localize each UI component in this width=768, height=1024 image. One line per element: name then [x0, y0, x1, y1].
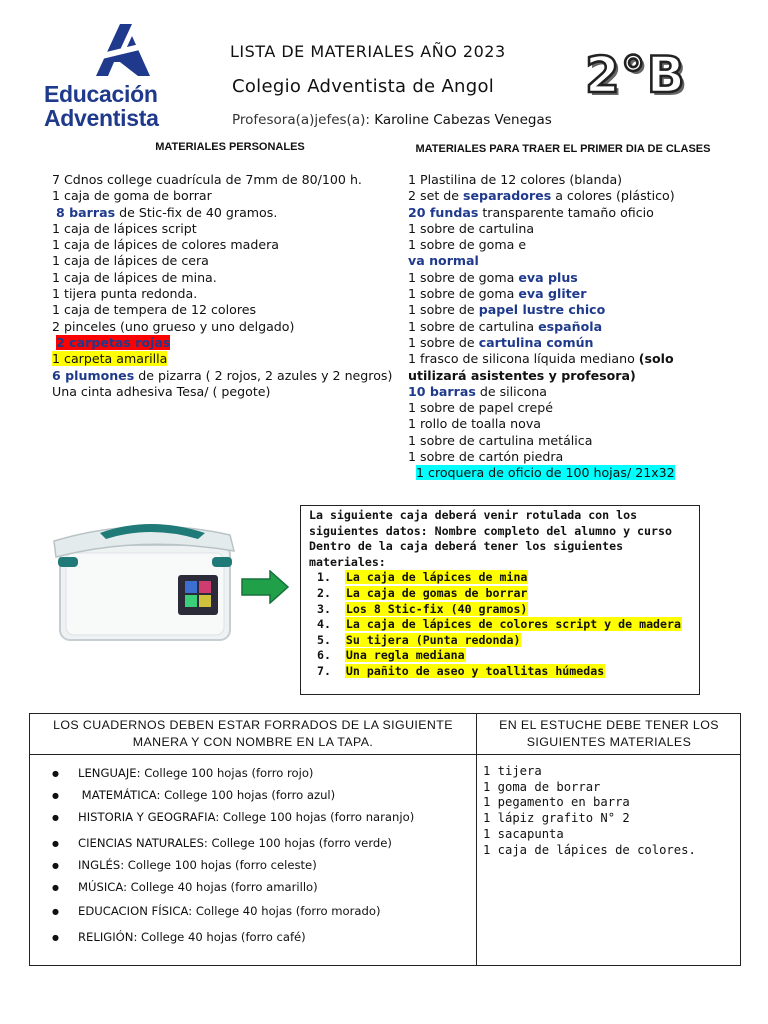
list-item: 1 caja de lápices de mina.: [52, 269, 217, 285]
list-item: 1 sobre de papel lustre chico: [408, 302, 606, 318]
list-item: 1 caja de lápices script: [52, 220, 197, 236]
list-item: 1 rollo de toalla nova: [408, 416, 542, 432]
bullet-icon: ●: [52, 813, 59, 822]
pencil-case-list: [483, 764, 696, 858]
list-item: 1 caja de goma de borrar: [52, 188, 212, 204]
list-item: 20 fundas transparente tamaño oficio: [408, 204, 654, 220]
list-item: 1 sobre de cartulina común: [408, 334, 594, 350]
bullet-icon: ●: [52, 791, 59, 800]
list-item: 1 sobre de cartón piedra: [408, 449, 564, 465]
personal-materials-list: [52, 172, 402, 400]
list-item: 4. La caja de lápices de colores script y de madera: [317, 617, 681, 632]
box-instructions: [300, 505, 700, 695]
first-day-materials-list: [408, 172, 728, 482]
list-item: 1 sobre de goma eva plus: [408, 269, 578, 285]
list-item: 5. Su tijera (Punta redonda): [317, 632, 521, 647]
bullet-icon: ●: [52, 839, 59, 848]
list-item: va normal: [408, 253, 479, 269]
list-item: 1 caja de lápices de colores madera: [52, 237, 279, 253]
list-item: 10 barras de silicona: [408, 383, 547, 399]
logo-line-1: Educación: [44, 81, 158, 107]
logo: [40, 24, 200, 134]
list-item: 1 tijera: [483, 764, 542, 778]
teacher-line: [232, 112, 552, 128]
box-instructions-intro-2: Dentro de la caja deberá tener los siguientes materiales:: [309, 539, 624, 569]
bullet-icon: ●: [52, 861, 59, 870]
list-item: 1 pegamento en barra: [483, 795, 630, 810]
list-item: ● HISTORIA Y GEOGRAFIA: College 100 hojas (forro naranjo): [52, 810, 415, 824]
list-item: 1 lápiz grafito N° 2: [483, 811, 630, 826]
logo-mark-icon: [90, 24, 154, 76]
notebooks-heading: LOS CUADERNOS DEBEN ESTAR FORRADOS DE LA SIGUIENTE MANERA Y CON NOMBRE EN LA TAPA.: [53, 718, 453, 749]
list-item: 7. Un pañito de aseo y toallitas húmedas: [317, 663, 605, 678]
bullet-icon: ●: [52, 883, 59, 892]
table-divider: [476, 713, 477, 966]
bullet-icon: ●: [52, 933, 59, 942]
list-item: 1 goma de borrar: [483, 779, 601, 794]
list-item: 2 pinceles (uno grueso y uno delgado): [52, 318, 295, 334]
teacher-label: Profesora(a)jefes(a):: [232, 112, 375, 128]
list-item: Una cinta adhesiva Tesa/ ( pegote): [52, 383, 271, 399]
list-item: 1 tijera punta redonda.: [52, 286, 198, 302]
list-item: 1 caja de lápices de colores.: [483, 842, 696, 857]
list-item: 8 barras de Stic-fix de 40 gramos.: [56, 204, 278, 220]
list-item: 1 carpeta amarilla: [52, 351, 168, 367]
list-item: ● CIENCIAS NATURALES: College 100 hojas (forro verde): [52, 836, 392, 850]
table-divider: [29, 754, 741, 755]
pencil-case-heading: EN EL ESTUCHE DEBE TENER LOS SIGUIENTES MATERIALES: [499, 718, 719, 749]
first-day-materials-heading: MATERIALES PARA TRAER EL PRIMER DIA DE CLASES: [415, 143, 711, 155]
list-item: 6. Una regla mediana: [317, 648, 465, 663]
bullet-icon: ●: [52, 907, 59, 916]
page-title: LISTA DE MATERIALES AÑO 2023: [230, 42, 506, 61]
list-item: ● INGLÉS: College 100 hojas (forro celeste): [52, 858, 317, 872]
list-item: 1 caja de tempera de 12 colores: [52, 302, 257, 318]
green-right-arrow-icon: [240, 570, 290, 604]
bullet-icon: ●: [52, 769, 59, 778]
storage-box-image: [40, 505, 240, 655]
list-item: 1 sobre de cartulina: [408, 220, 535, 236]
list-item: ● MATEMÁTICA: College 100 hojas (forro azul): [52, 788, 336, 802]
list-item: 2 carpetas rojas: [56, 334, 171, 350]
list-item: 1 sobre de goma eva gliter: [408, 286, 587, 302]
list-item: 1 sobre de cartulina española: [408, 318, 603, 334]
list-item: 1 frasco de silicona líquida mediano (solo utilizará asistentes y profesora): [408, 351, 674, 383]
list-item: 2. La caja de gomas de borrar: [317, 585, 528, 600]
list-item: 1 sobre de goma e: [408, 237, 527, 253]
box-instructions-intro: La siguiente caja deberá venir rotulada con los siguientes datos: Nombre completo del alumno y curso: [309, 508, 672, 538]
list-item: 1 sacapunta: [483, 826, 564, 841]
logo-line-2: Adventista: [44, 105, 159, 131]
list-item: ● EDUCACION FÍSICA: College 40 hojas (forro morado): [52, 904, 381, 918]
list-item: 1 sobre de papel crepé: [408, 400, 553, 416]
school-name: Colegio Adventista de Angol: [232, 76, 495, 97]
grade-badge: 2°B: [585, 46, 686, 104]
personal-materials-heading: MATERIALES PERSONALES: [155, 141, 305, 153]
list-item: 2 set de separadores a colores (plástico): [408, 188, 675, 204]
list-item: 1 caja de lápices de cera: [52, 253, 209, 269]
list-item: 1 sobre de cartulina metálica: [408, 432, 593, 448]
list-item: 1 Plastilina de 12 colores (blanda): [408, 172, 623, 187]
list-item: 1 croquera de oficio de 100 hojas/ 21x32: [416, 465, 675, 481]
list-item: ● MÚSICA: College 40 hojas (forro amarillo): [52, 880, 318, 894]
list-item: ● RELIGIÓN: College 40 hojas (forro café): [52, 930, 306, 944]
list-item: ● LENGUAJE: College 100 hojas (forro rojo): [52, 766, 314, 780]
teacher-name: Karoline Cabezas Venegas: [374, 112, 552, 128]
box-contents-list: [309, 570, 691, 679]
list-item: 3. Los 8 Stic-fix (40 gramos): [317, 601, 528, 616]
list-item: 6 plumones de pizarra ( 2 rojos, 2 azules y 2 negros): [52, 367, 393, 383]
list-item: 7 Cdnos college cuadrícula de 7mm de 80/100 h.: [52, 172, 362, 187]
list-item: 1. La caja de lápices de mina: [317, 570, 528, 585]
